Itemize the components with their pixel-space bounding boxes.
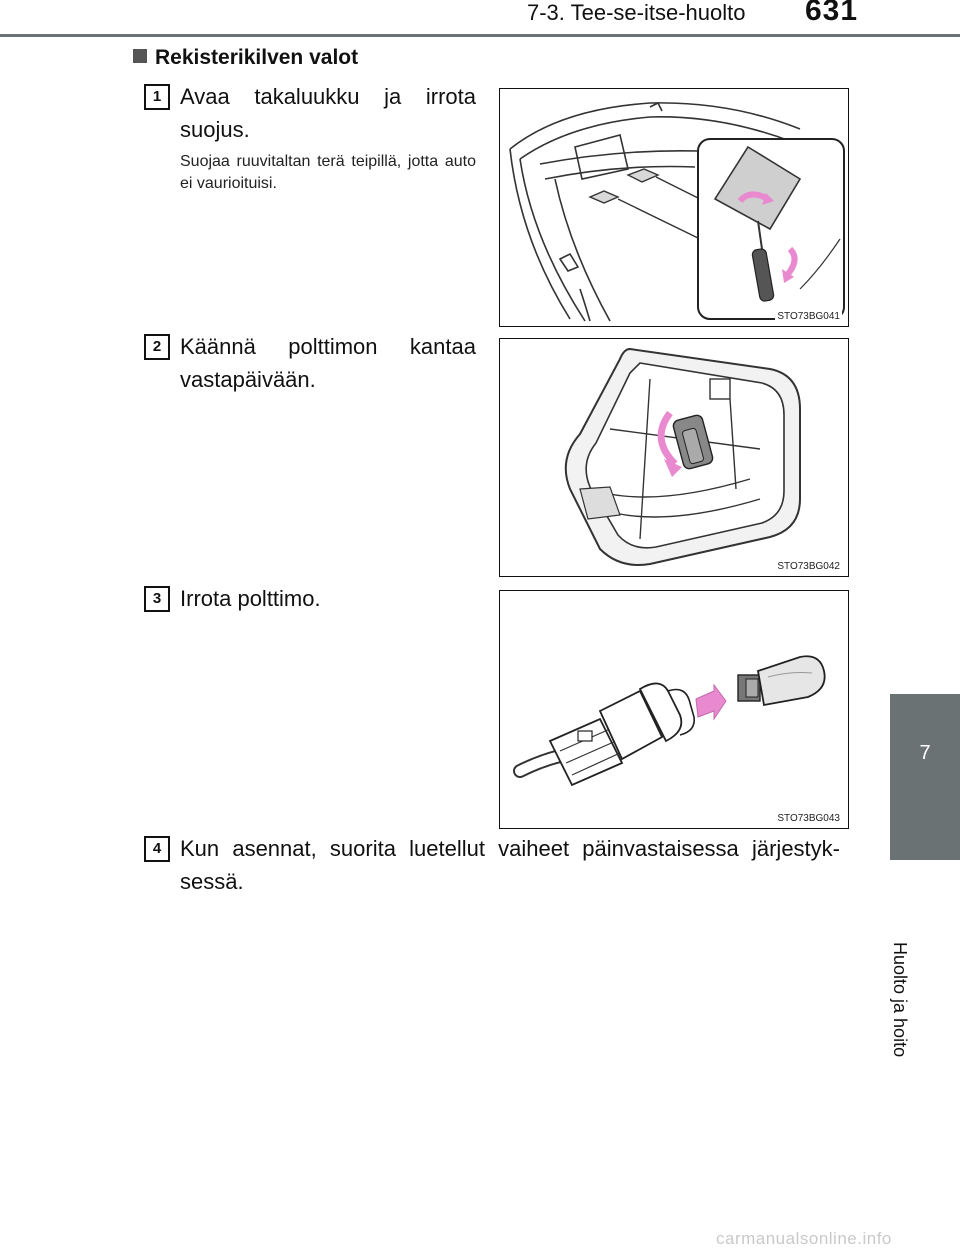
- step-3-number: 3: [144, 586, 170, 612]
- figure-1-code: STO73BG041: [777, 311, 840, 322]
- running-header-section: 7-3. Tee-se-itse-huolto: [527, 0, 746, 25]
- step-2-text: Käännä polttimon kantaa vastapäivään.: [180, 334, 476, 392]
- bulb-removal-illustration: [500, 591, 848, 828]
- header-rule: [0, 34, 960, 37]
- figure-3-code: STO73BG043: [777, 813, 840, 824]
- figure-2-code: STO73BG042: [777, 561, 840, 572]
- tailgate-illustration: [500, 89, 848, 326]
- bullet-square-icon: [133, 49, 147, 63]
- step-1-text: Avaa takaluukku ja irrota suojus.: [180, 84, 476, 142]
- section-title: [133, 46, 358, 70]
- watermark: carmanualsonline.info: [716, 1229, 892, 1248]
- section-title-text: Rekisterikilven valot: [155, 46, 359, 69]
- step-4-number: 4: [144, 836, 170, 862]
- figure-2: [499, 338, 849, 577]
- step-1-number: 1: [144, 84, 170, 110]
- page-number: 631: [805, 0, 859, 27]
- bulb-socket-illustration: [500, 339, 848, 576]
- chapter-side-label: [890, 876, 940, 1076]
- step-4-text: Kun asennat, suorita luetellut vaiheet päinvastaisessa järjestyksessä.: [180, 836, 840, 894]
- step-2-number: 2: [144, 334, 170, 360]
- step-1-note: Suojaa ruuvitaltan terä teipillä, jotta auto ei vaurioituisi.: [180, 153, 476, 192]
- chapter-side-label-text: Huolto ja hoito: [890, 942, 910, 1058]
- figure-3: [499, 590, 849, 829]
- figure-1: [499, 88, 849, 327]
- step-3-text: Irrota polttimo.: [180, 586, 321, 611]
- chapter-tab: [890, 694, 960, 860]
- chapter-tab-number: 7: [919, 742, 931, 764]
